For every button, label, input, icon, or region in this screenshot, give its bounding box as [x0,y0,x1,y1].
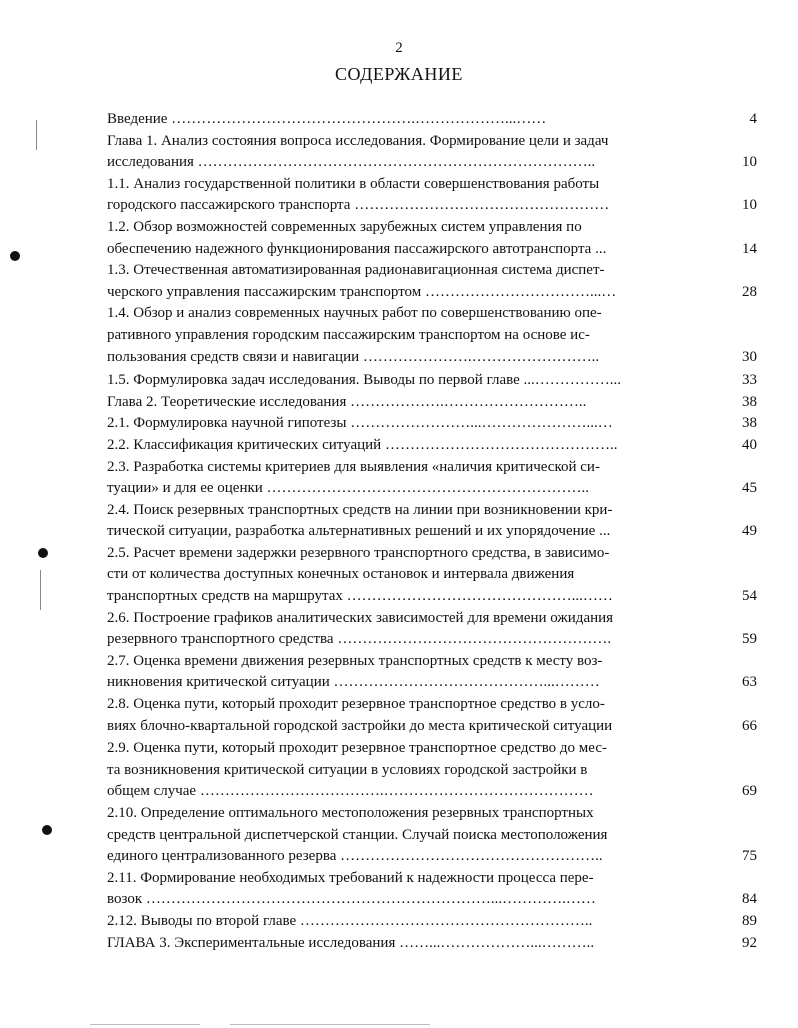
table-of-contents [107,109,757,954]
toc-page-number: 84 [742,891,757,908]
toc-entry [107,174,757,217]
toc-entry-text [107,543,713,608]
toc-entry-text [107,457,713,500]
toc-entry-text [107,303,713,368]
toc-title: СОДЕРЖАНИЕ [335,64,463,84]
toc-page-number: 14 [742,240,757,257]
toc-page-number: 33 [742,372,757,389]
toc-entry-line: ративного управления городским пассажирским транспортом на основе ис- [107,326,590,343]
toc-entry-line: 2.2. Классификация критических ситуаций ……………………………………….. [107,436,618,453]
toc-entry-line: возок ……………………………………………………………...………….…… [107,891,596,908]
toc-entry [107,392,757,414]
binding-hole-mark [10,251,20,261]
toc-entry-line: резервного транспортного средства ………………………………………………. [107,631,612,648]
toc-entry [107,260,757,303]
toc-entry [107,500,757,543]
toc-entry-line: никновения критической ситуации ……………………………………...……… [107,674,600,691]
toc-page-number: 92 [742,934,757,951]
toc-entry-line: тической ситуации, разработка альтернативных решений и их упорядочение ... [107,523,611,540]
binding-hole-mark [42,825,52,835]
toc-entry-line: 2.12. Выводы по второй главе ………………………………………………….. [107,912,593,929]
toc-entry-line: та возникновения критической ситуации в условиях городской застройки в [107,761,588,778]
toc-entry-text [107,738,713,803]
toc-entry [107,694,757,737]
toc-entry-line: единого централизованного резерва …………………………………………….. [107,848,603,865]
toc-page-number: 66 [742,717,757,734]
toc-entry-line: средств центральной диспетчерской станции. Случай поиска местоположения [107,826,608,843]
toc-entry-line: виях блочно-квартальной городской застройки до места критической ситуации [107,717,613,734]
toc-entry-line: 1.2. Обзор возможностей современных зарубежных систем управления по [107,218,582,235]
toc-entry [107,457,757,500]
bottom-scan-line [90,1024,200,1025]
toc-page-number: 38 [742,393,757,410]
toc-page-number: 10 [742,197,757,214]
toc-entry-line: Глава 2. Теоретические исследования ……………….……………………….. [107,393,587,410]
toc-entry-line: 1.5. Формулировка задач исследования. Выводы по первой главе ...……………... [107,372,621,389]
toc-entry-line: 2.5. Расчет времени задержки резервного транспортного средства, в зависимо- [107,544,610,561]
toc-entry-text [107,435,713,457]
toc-entry-line: сти от количества доступных конечных остановок и интервала движения [107,566,575,583]
toc-page-number: 89 [742,912,757,929]
toc-entry [107,738,757,803]
toc-entry-text [107,500,713,543]
toc-entry-text [107,370,713,392]
toc-page-number: 30 [742,348,757,365]
toc-entry-line: пользования средств связи и навигации ………………….…………………….. [107,348,600,365]
toc-page-number: 59 [742,631,757,648]
toc-entry [107,435,757,457]
toc-entry-line: транспортных средств на маршрутах ………………………………………...…… [107,588,613,605]
toc-entry-line: 2.4. Поиск резервных транспортных средств на линии при возникновении кри- [107,501,613,518]
toc-entry [107,933,757,955]
toc-entry [107,131,757,174]
toc-entry-line: 2.3. Разработка системы критериев для выявления «наличия критической си- [107,458,600,475]
toc-entry-text [107,911,713,933]
toc-page-number: 40 [742,436,757,453]
toc-entry-text [107,933,713,955]
toc-entry-line: Введение ………………………………………….………………...…… [107,111,547,127]
toc-entry-line: 2.7. Оценка времени движения резервных транспортных средств к месту воз- [107,652,603,669]
toc-entry [107,608,757,651]
toc-entry-line: 1.4. Обзор и анализ современных научных работ по совершенствованию опе- [107,305,602,322]
binding-hole-mark [38,548,48,558]
page-number: 2 [395,40,403,56]
toc-page-number: 4 [749,111,757,127]
toc-entry-text [107,803,713,868]
margin-scan-line [36,120,37,150]
toc-entry [107,651,757,694]
toc-entry [107,911,757,933]
toc-entry-line: туации» и для ее оценки ……………………………………………………….. [107,480,590,497]
toc-entry-text [107,217,713,260]
toc-entry-text [107,131,713,174]
bottom-scan-line [230,1024,430,1025]
toc-entry-line: черского управления пассажирским транспортом ……………………………...… [107,283,617,300]
toc-entry-text [107,608,713,651]
toc-page-number: 49 [742,523,757,540]
toc-entry [107,109,757,131]
toc-page-number: 54 [742,588,757,605]
toc-page-number: 28 [742,283,757,300]
toc-entry [107,803,757,868]
toc-entry-text [107,413,713,435]
toc-entry-line: 2.1. Формулировка научной гипотезы ……………………...…………………...… [107,415,613,432]
toc-entry-text [107,109,713,131]
toc-page-number: 63 [742,674,757,691]
toc-entry-line: 2.9. Оценка пути, который проходит резервное транспортное средство до мес- [107,740,607,757]
toc-entry [107,370,757,392]
toc-entry [107,217,757,260]
toc-entry-line: обеспечению надежного функционирования пассажирского автотранспорта ... [107,240,607,257]
toc-page-number: 69 [742,783,757,800]
toc-entry-line: 2.6. Построение графиков аналитических зависимостей для времени ожидания [107,609,614,626]
toc-entry-line: 1.1. Анализ государственной политики в области совершенствования работы [107,175,600,192]
toc-entry-line: 2.10. Определение оптимального местоположения резервных транспортных [107,805,594,821]
toc-entry-line: 2.8. Оценка пути, который проходит резервное транспортное средство в усло- [107,696,605,713]
toc-page-number: 10 [742,154,757,171]
toc-entry-text [107,260,713,303]
toc-entry [107,868,757,911]
toc-entry-text [107,392,713,414]
margin-scan-line [40,570,41,610]
toc-entry-line: общем случае ……………………………….…………………………………… [107,783,594,800]
toc-entry-line: исследования …………………………………………………………………….. [107,154,596,171]
toc-page-number: 75 [742,848,757,865]
toc-entry [107,543,757,608]
toc-entry [107,413,757,435]
toc-page-number: 38 [742,415,757,432]
toc-entry [107,303,757,368]
toc-entry-line: 1.3. Отечественная автоматизированная радионавигационная система диспет- [107,262,605,279]
toc-entry-line: 2.11. Формирование необходимых требований к надежности процесса пере- [107,869,594,886]
toc-entry-line: ГЛАВА 3. Экспериментальные исследования ……...………………...……….. [107,934,595,951]
toc-entry-text [107,868,713,911]
toc-entry-text [107,694,713,737]
toc-entry-text [107,174,713,217]
toc-entry-line: городского пассажирского транспорта …………………………………………… [107,197,610,214]
toc-entry-text [107,651,713,694]
toc-entry-line: Глава 1. Анализ состояния вопроса исследования. Формирование цели и задач [107,132,609,149]
toc-page-number: 45 [742,480,757,497]
